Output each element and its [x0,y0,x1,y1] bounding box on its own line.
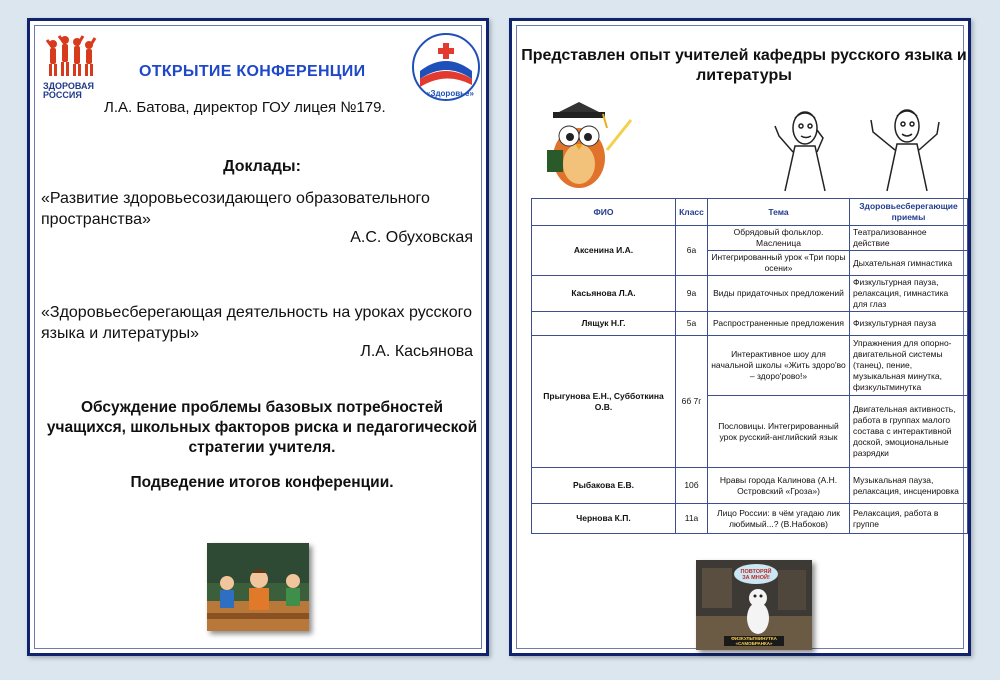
cell-method: Двигательная активность, работа в группах малого состава с интерактивной доской, эмоциональные разрядки [850,396,968,468]
sketch-men-icon [765,96,955,196]
report-1-title: «Развитие здоровьесозидающего образовательного пространства» [41,190,430,228]
cell-topic: Виды придаточных предложений [708,276,850,312]
cell-method: Релаксация, работа в группе [850,504,968,534]
cell-class: 11а [676,504,708,534]
cell-method: Физкультурная пауза, релаксация, гимнастика для глаз [850,276,968,312]
cell-method: Музыкальная пауза, релаксация, инсценировка [850,468,968,504]
table-row [532,504,968,534]
report-2-title: «Здоровьесберегающая деятельность на уроках русского языка и литературы» [41,304,472,342]
reports-heading: Доклады: [223,158,301,175]
report-1-author: А.С. Обуховская [350,229,473,246]
cell-method: Физкультурная пауза [850,312,968,336]
cell-class: 9а [676,276,708,312]
cell-class: 6а [676,226,708,276]
report-2-author: Л.А. Касьянова [360,343,473,360]
cell-fio: Касьянова Л.А. [532,276,676,312]
owl-teacher-image [535,84,635,194]
health-project-logo [410,31,482,103]
cell-topic: Обрядовый фольклор. Масленица [708,226,850,251]
cell-class: 10б [676,468,708,504]
physical-minute-picture [696,560,812,650]
table-row [532,226,968,251]
cell-topic: Пословицы. Интегрированный урок русский-английский язык [708,396,850,468]
right-page-title: Представлен опыт учителей кафедры русского языка и литературы [521,47,967,84]
header-class: Класс [676,199,708,226]
cell-topic: Интерактивное шоу для начальной школы «Жить здоро'во – здоро'рово!» [708,336,850,396]
cell-topic: Распространенные предложения [708,312,850,336]
header-methods: Здоровьесберегающие приемы [850,199,968,226]
left-page [27,18,489,656]
table-row [532,312,968,336]
cell-fio: Рыбакова Е.В. [532,468,676,504]
cell-topic: Лицо России: в чём угадаю лик любимый...? (В.Набоков) [708,504,850,534]
right-page [509,18,971,656]
classroom-picture [207,543,309,631]
cell-method: Театрализованное действие [850,226,968,251]
people-icon [43,34,99,82]
cell-method: Упражнения для опорно-двигательной системы (танец), пение, музыкальная минутка, физкультминутка [850,336,968,396]
cell-class: 5а [676,312,708,336]
table-row [532,336,968,396]
header-fio: ФИО [532,199,676,226]
header-topic: Тема [708,199,850,226]
cell-topic: Нравы города Калинова (А.Н. Островский «Гроза») [708,468,850,504]
logo-left-text-2: РОССИЯ [43,90,82,100]
table-header-row [532,199,968,226]
right-page-inner [516,25,967,649]
discussion-text: Обсуждение проблемы базовых потребностей учащихся, школьных факторов риска и педагогической стратегии учителя. [46,399,478,456]
cell-fio: Лящук Н.Г. [532,312,676,336]
cell-fio: Аксенина И.А. [532,226,676,276]
owl-icon [535,84,635,194]
summary-text: Подведение итогов конференции. [130,474,394,491]
director-line: Л.А. Батова, директор ГОУ лицея №179. [104,99,386,116]
left-page-inner [34,25,482,649]
opening-title: ОТКРЫТИЕ КОНФЕРЕНЦИИ [139,63,366,80]
logo-right-text: «Здоровье» [426,89,474,98]
healthy-russia-logo [43,34,99,104]
pic-caption-top: ПОВТОРЯЙ ЗА МНОЙ! [740,569,772,581]
teachers-table [531,198,968,534]
table-row [532,468,968,504]
cell-class: 6б 7г [676,336,708,468]
pic-caption-bottom: ФИЗКУЛЬТМИНУТКА «САМОБРАНКА» [731,636,777,646]
cell-fio: Чернова К.П. [532,504,676,534]
table-row [532,276,968,312]
thinking-men-image [765,96,955,196]
cell-method: Дыхательная гимнастика [850,251,968,276]
cell-topic: Интегрированный урок «Три поры осени» [708,251,850,276]
cell-fio: Прыгунова Е.Н., Субботкина О.В. [532,336,676,468]
logo-left-text-1: ЗДОРОВАЯ [43,81,94,91]
